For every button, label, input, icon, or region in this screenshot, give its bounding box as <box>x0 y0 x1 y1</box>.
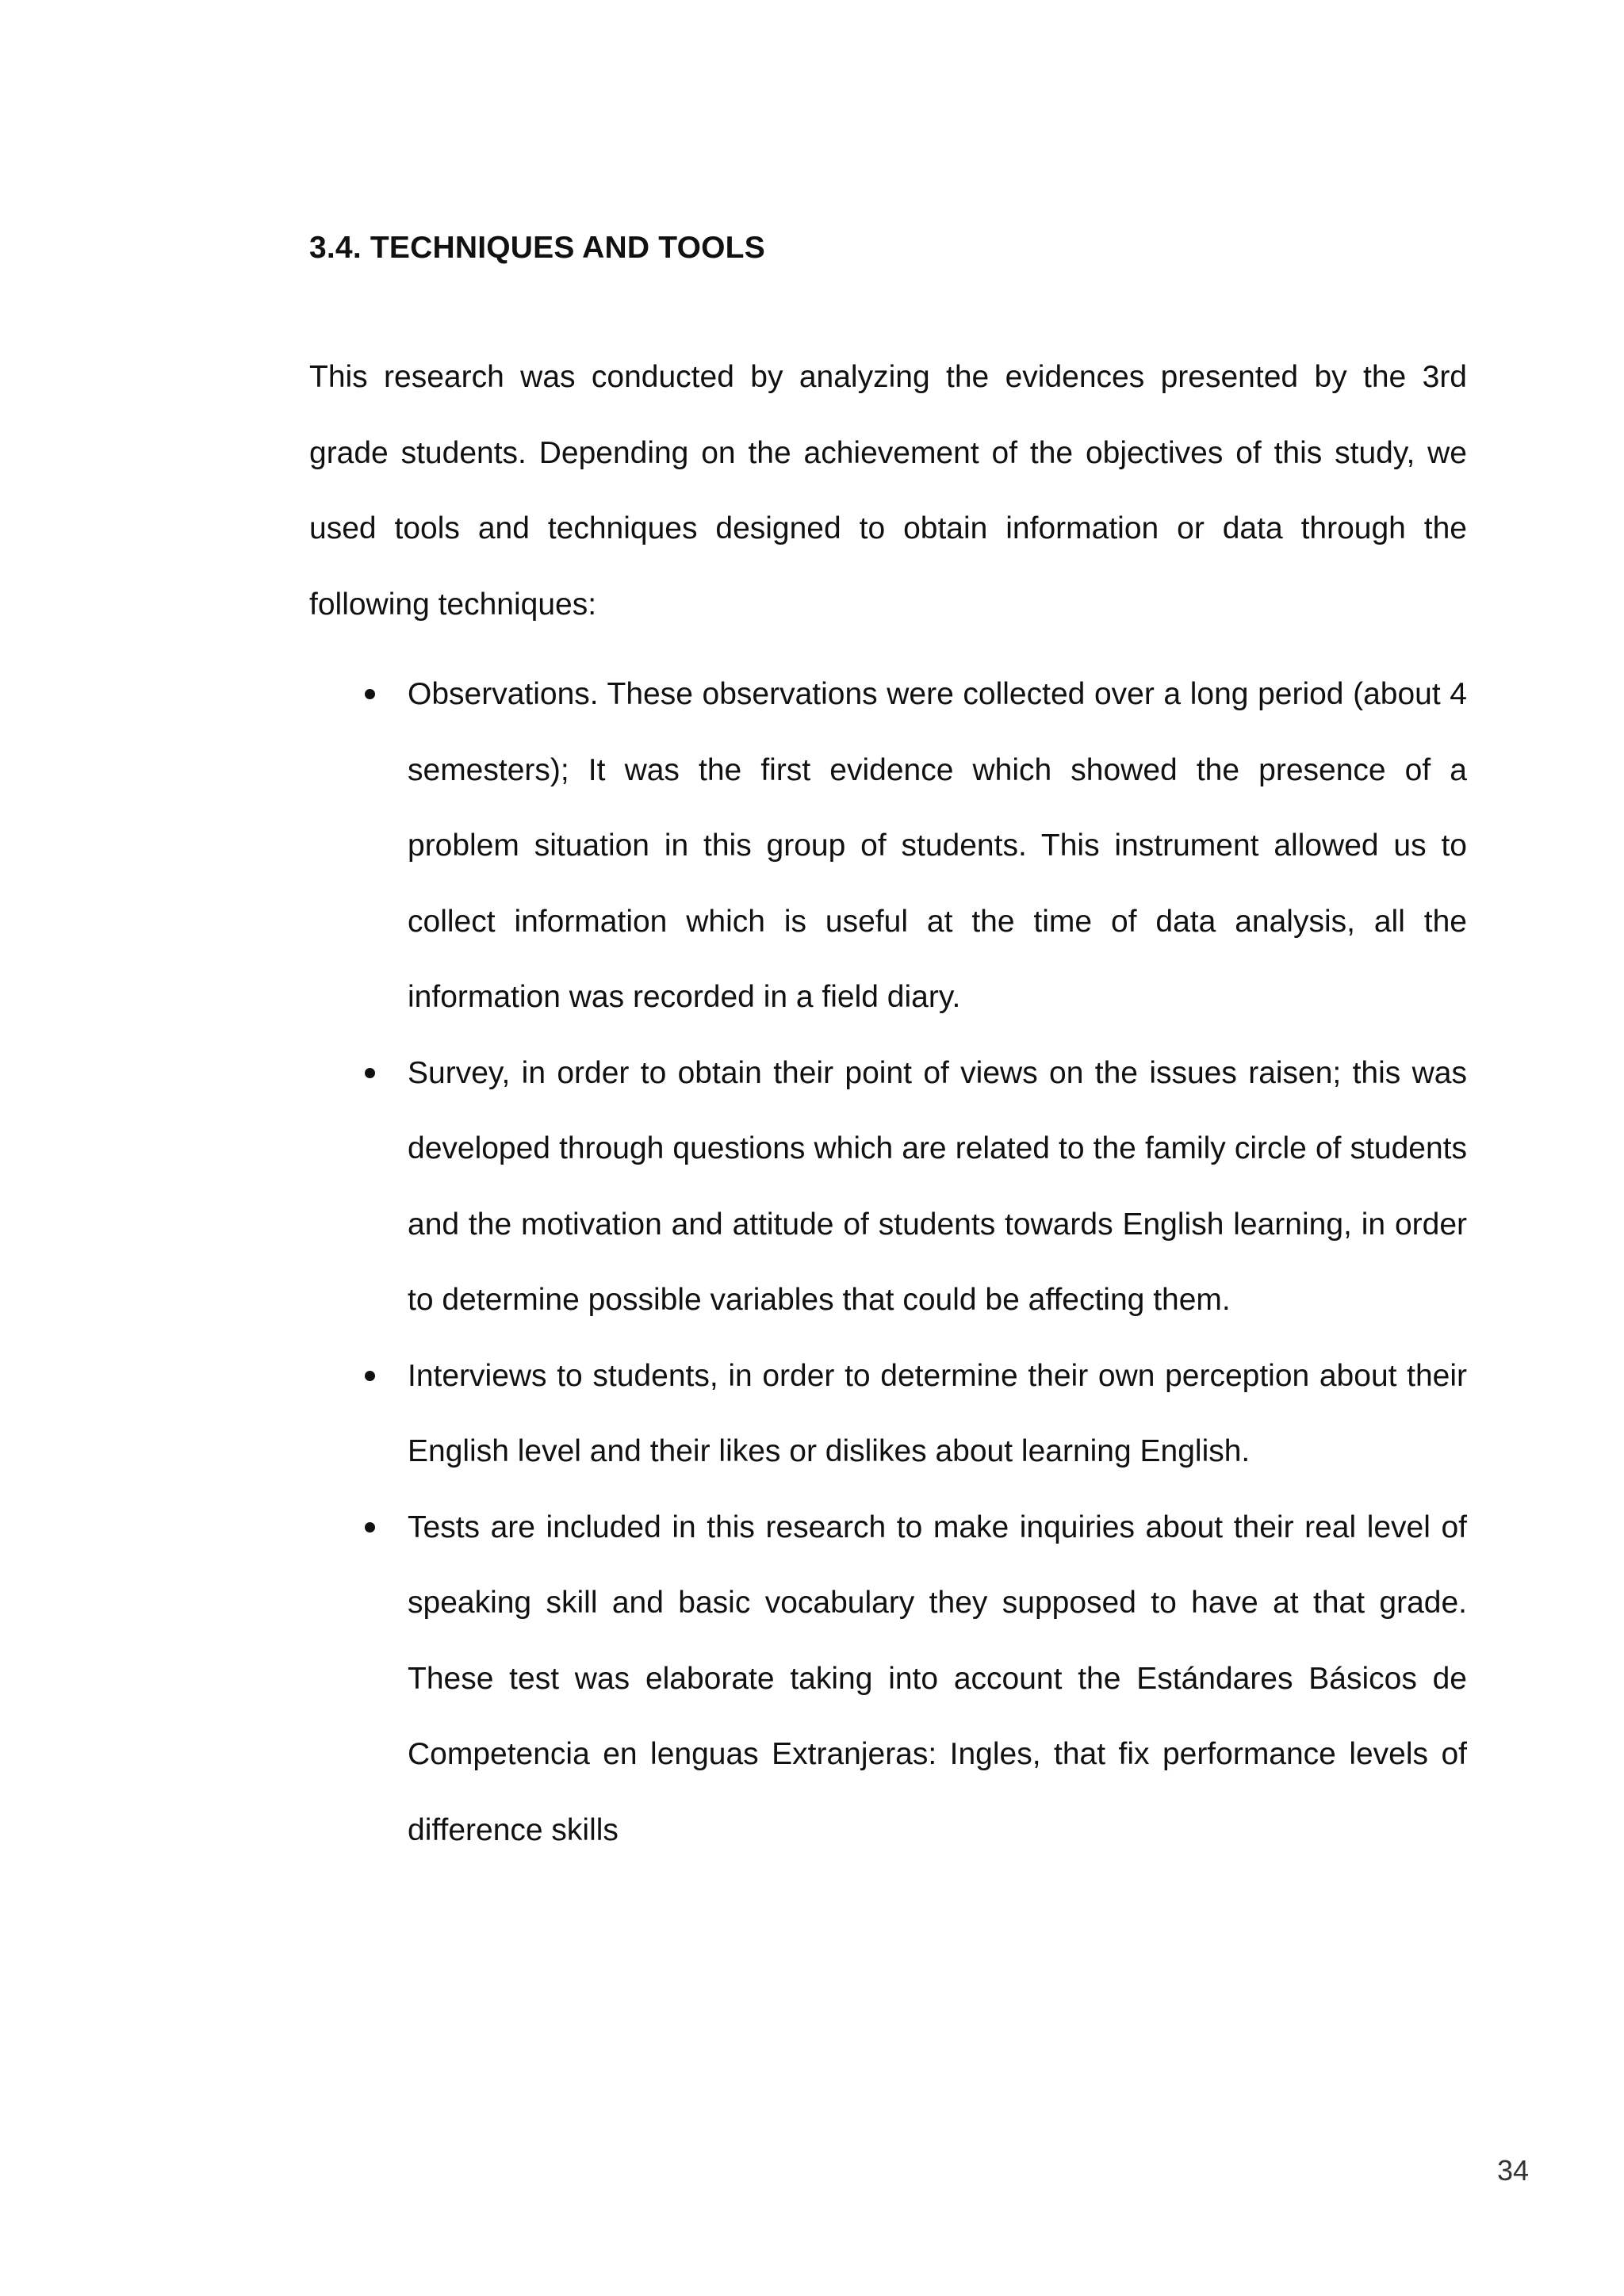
bullet-icon <box>365 689 375 699</box>
technique-observations-text: Observations. These observations were collected over a long period (about 4 semesters); It was the first evidence which showed the presence of a problem situation in this group of students. This instrument allowed us to collect information which is useful at the time of data analysis, all the information was recorded in a field diary. <box>408 677 1467 1014</box>
list-item <box>309 656 1467 1035</box>
page-number: 34 <box>1497 2154 1530 2187</box>
technique-tests-text: Tests are included in this research to make inquiries about their real level of speaking skill and basic vocabulary they supposed to have at that grade. These test was elaborate taking into account the Estándares Básicos de Competencia en lenguas Extranjeras: Ingles, that fix performance levels of difference skills <box>408 1510 1467 1847</box>
list-item <box>309 1035 1467 1338</box>
intro-paragraph: This research was conducted by analyzing the evidences presented by the 3rd grade students. Depending on the achievement of the objectives of this study, we used tools and techniques designed to obtain information or data through the following techniques: <box>309 360 1467 622</box>
section-title: 3.4. TECHNIQUES AND TOOLS <box>309 231 765 265</box>
technique-survey-text: Survey, in order to obtain their point of views on the issues raisen; this was developed through questions which are related to the family circle of students and the motivation and attitude of students towards English learning, in order to determine possible variables that could be affecting them. <box>408 1055 1467 1317</box>
technique-interviews-text: Interviews to students, in order to determine their own perception about their English level and their likes or dislikes about learning English. <box>408 1358 1467 1468</box>
bullet-icon <box>365 1371 375 1381</box>
list-item <box>309 1338 1467 1490</box>
bullet-icon <box>365 1068 375 1078</box>
bullet-icon <box>365 1522 375 1533</box>
techniques-list <box>309 656 1467 1868</box>
list-item <box>309 1490 1467 1869</box>
